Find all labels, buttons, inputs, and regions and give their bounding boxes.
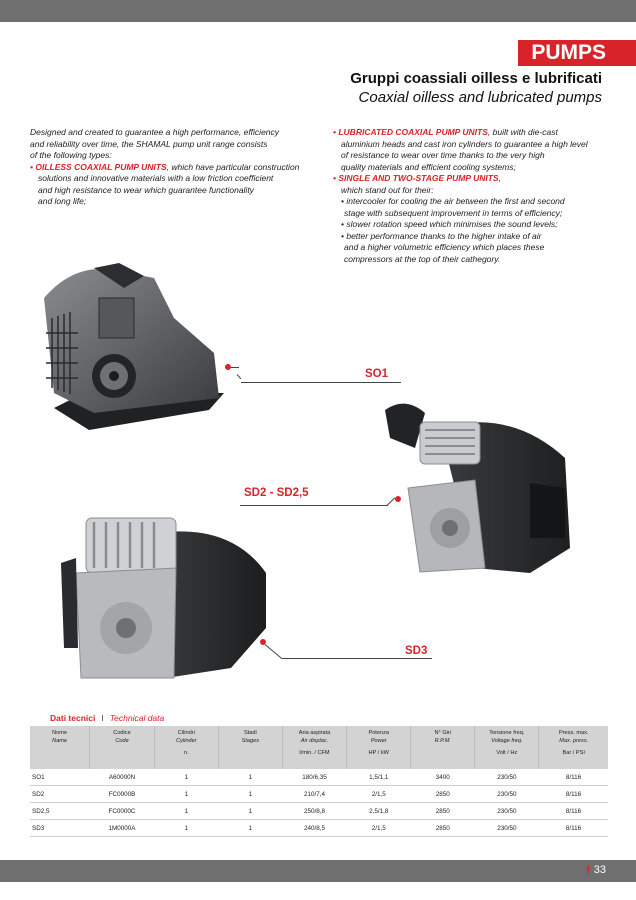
sd2-label: SD2 - SD2,5: [244, 487, 309, 499]
table-cell: 2850: [411, 786, 475, 803]
table-cell: 2850: [411, 803, 475, 820]
sd3-pump-image: [56, 508, 276, 683]
subtitle-italian: Gruppi coassiali oilless e lubrificati: [350, 70, 602, 87]
table-row: [30, 803, 608, 820]
lubricated-line: quality materials and efficient cooling systems;: [341, 161, 516, 172]
intro-right-column: [333, 127, 623, 265]
page-number-value: 33: [593, 864, 606, 876]
table-cell: 180/6,35: [282, 769, 346, 786]
table-cell: 230/50: [475, 786, 539, 803]
header-cell: [539, 726, 608, 769]
header-cell: [90, 726, 155, 769]
table-cell: 3400: [411, 769, 475, 786]
table-cell: SD2,5: [30, 803, 90, 820]
table-cell: 230/50: [475, 769, 539, 786]
header-cell: [218, 726, 282, 769]
table-cell: 230/50: [475, 803, 539, 820]
lubricated-title: LUBRICATED COAXIAL PUMP UNITS: [338, 127, 488, 137]
header-unit: Volt / Hz: [496, 750, 518, 756]
table-cell: 1: [154, 820, 218, 837]
oilless-text: , which have particular construction: [166, 161, 300, 172]
lubricated-line: of resistance to wear over time thanks to the very high: [341, 150, 545, 160]
table-cell: 1: [154, 803, 218, 820]
table-cell: FC0000B: [90, 786, 155, 803]
header-it: Potenza: [368, 730, 389, 736]
table-cell: 210/7,4: [282, 786, 346, 803]
table-cell: 8/116: [539, 769, 608, 786]
header-unit: l/min. / CFM: [299, 750, 330, 756]
bullet-dot: •: [333, 127, 339, 137]
intro-line: and reliability over time, the SHAMAL pump unit range consists: [30, 138, 268, 149]
so1-leader-line-bend: [237, 374, 242, 379]
header-en: Air displac.: [300, 738, 329, 744]
sd2-leader-dot: [395, 496, 401, 502]
oilless-line: solutions and innovative materials with a low friction coefficient: [38, 173, 274, 183]
lubricated-line: aluminium heads and cast iron cylinders to guarantee a high level: [341, 138, 588, 149]
sub-bullet: • better performance thanks to the higher intake of air: [341, 230, 542, 241]
header-en: Stages: [241, 738, 260, 744]
table-cell: SD2: [30, 786, 90, 803]
table-cell: 8/116: [539, 803, 608, 820]
so1-leader-line-horizontal: [241, 382, 401, 383]
oilless-paragraph: [30, 162, 320, 174]
table-cell: 1,5/1,1: [347, 769, 411, 786]
header-en: Code: [115, 738, 129, 744]
header-en: Max. press.: [559, 738, 589, 744]
so1-pump-image: [34, 258, 234, 438]
lubricated-text: , built with die-cast: [487, 127, 558, 137]
table-cell: 8/116: [539, 786, 608, 803]
table-cell: 230/50: [475, 820, 539, 837]
header-it: Press. max.: [558, 730, 589, 736]
sub-bullet-line: and a higher volumetric efficiency which places these: [344, 242, 545, 252]
tech-data-table: [30, 726, 608, 837]
page-number: [587, 864, 606, 876]
oilless-line: and long life;: [38, 196, 87, 206]
table-cell: 8/116: [539, 820, 608, 837]
header-it: Aria aspirata: [298, 730, 331, 736]
table-row: [30, 820, 608, 837]
table-cell: 1: [154, 786, 218, 803]
oilless-line: and high resistance to wear which guarantee functionality: [38, 184, 254, 195]
tech-title-en: Technical data: [109, 713, 165, 723]
tech-data-title: [50, 713, 164, 723]
table-cell: 1: [154, 769, 218, 786]
sub-bullet-text: better performance thanks to the higher intake of air: [346, 230, 542, 241]
header-cell: [30, 726, 90, 769]
table-header-row: [30, 726, 608, 769]
section-title: PUMPS: [518, 40, 636, 66]
table-cell: 2850: [411, 820, 475, 837]
header-it: Nome: [52, 730, 68, 736]
intro-line: Designed and created to guarantee a high performance, efficiency: [30, 127, 280, 137]
sd3-label: SD3: [405, 645, 428, 657]
tech-title-separator: I: [101, 713, 104, 723]
header-en: Power: [370, 738, 387, 744]
table-cell: 1M0000A: [90, 820, 155, 837]
table-cell: 1: [218, 769, 282, 786]
table-cell: 1: [218, 786, 282, 803]
table-cell: FC0000C: [90, 803, 155, 820]
header-cell: [282, 726, 346, 769]
so1-leader-line: [231, 367, 239, 368]
table-cell: 2/1,5: [347, 786, 411, 803]
sd2-pump-image: [380, 388, 580, 583]
table-cell: 1: [218, 820, 282, 837]
lubricated-paragraph: [333, 127, 623, 139]
sd3-leader-line-horizontal: [282, 658, 432, 659]
stage-paragraph: [333, 173, 623, 185]
table-cell: SO1: [30, 769, 90, 786]
subtitle-english: Coaxial oilless and lubricated pumps: [358, 89, 602, 106]
top-bar: [0, 0, 636, 22]
sub-bullet: • slower rotation speed which minimises the sound levels;: [341, 219, 558, 229]
header-en: R.P.M.: [434, 738, 451, 744]
header-en: Voltage freq.: [491, 738, 523, 744]
header-unit: HP / kW: [368, 750, 389, 756]
header-it: Stadi: [243, 730, 257, 736]
sd2-leader-line-horizontal: [240, 505, 388, 506]
oilless-title: OILLESS COAXIAL PUMP UNITS: [35, 161, 167, 172]
table-cell: 250/8,8: [282, 803, 346, 820]
stage-line: which stand out for their:: [341, 184, 434, 195]
bullet-dot: •: [333, 173, 339, 183]
page-number-bar: I: [586, 864, 590, 876]
table-cell: 2,5/1,8: [347, 803, 411, 820]
header-en: Name: [52, 738, 68, 744]
table-row: [30, 769, 608, 786]
header-cell: [154, 726, 218, 769]
table-cell: SD3: [30, 820, 90, 837]
header-unit: Bar / PSI: [562, 750, 585, 756]
intro-line: of the following types:: [30, 150, 112, 160]
stage-title: SINGLE AND TWO-STAGE PUMP UNITS: [338, 173, 499, 183]
table-cell: 240/8,5: [282, 820, 346, 837]
header-it: N° Giri: [434, 730, 452, 736]
intro-left-column: [30, 127, 320, 208]
sub-bullet-text: intercooler for cooling the air between the first and second: [346, 196, 565, 206]
sub-bullet-line: stage with subsequent improvement in terms of efficiency;: [344, 207, 563, 218]
header-en: Cylinder: [176, 738, 197, 744]
header-cell: [411, 726, 475, 769]
table-row: [30, 786, 608, 803]
table-cell: A60000N: [90, 769, 155, 786]
sub-bullet: • intercooler for cooling the air between the first and second: [341, 196, 565, 206]
so1-label: SO1: [365, 368, 389, 380]
header-cell: [475, 726, 539, 769]
bullet-dot: •: [30, 161, 36, 172]
tech-title-it: Dati tecnici: [50, 713, 96, 723]
header-it: Tensione freq.: [489, 730, 525, 736]
stage-text: ,: [498, 173, 501, 183]
header-it: Cilindri: [177, 730, 195, 736]
header-it: Codice: [113, 730, 131, 736]
bottom-bar: [0, 860, 636, 882]
sub-bullet-line: compressors at the top of their cathegory.: [344, 253, 501, 264]
header-unit: n.: [183, 750, 189, 756]
table-cell: 2/1,5: [347, 820, 411, 837]
header-cell: [347, 726, 411, 769]
sub-bullet-text: slower rotation speed which minimises the sound levels;: [346, 219, 558, 229]
table-cell: 1: [218, 803, 282, 820]
